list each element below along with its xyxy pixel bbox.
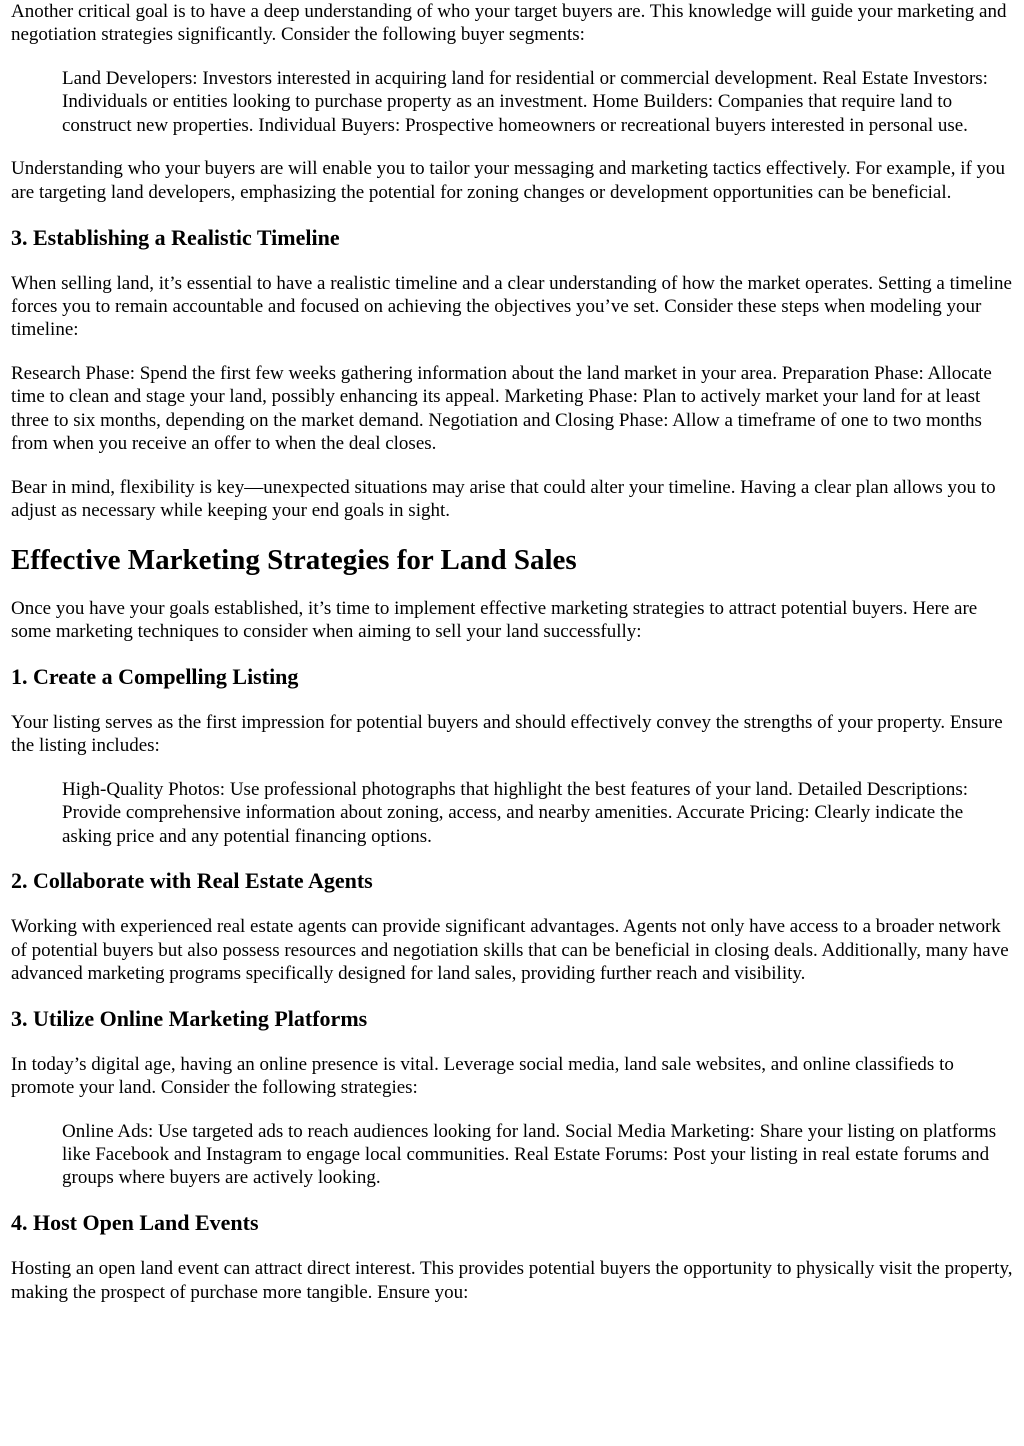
agents-heading: 2. Collaborate with Real Estate Agents — [11, 868, 373, 894]
timeline-heading: 3. Establishing a Realistic Timeline — [11, 224, 340, 250]
online-paragraph: In today’s digital age, having an online presence is vital. Leverage social media, land sale websites, and online classifieds to promote your land. Consider the following strategies: — [11, 1053, 954, 1099]
listing-quote: High-Quality Photos: Use professional photographs that highlight the best features of your land. Detailed Descriptions: Provide comprehensive information about zoning, access, and nearby amenities. Accurate Pricing: Clearly indicate the asking price and any potential financing options. — [62, 778, 969, 847]
timeline-intro-paragraph: When selling land, it’s essential to have a realistic timeline and a clear understanding of how the market operates. Setting a timeline forces you to remain accountable and focused on achieving the objectives you’ve set. Consider these steps when modeling your timeline: — [11, 272, 1012, 341]
listing-paragraph: Your listing serves as the first impression for potential buyers and should effectively convey the strengths of your property. Ensure the listing includes: — [11, 711, 1003, 757]
buyer-segments-quote: Land Developers: Investors interested in acquiring land for residential or commercial development. Real Estate Investors: Individuals or entities looking to purchase property as an investment. Home Builders: Companies that require land to construct new properties. Individual Buyers: Prospective homeowners or recreational buyers interested in personal use. — [62, 68, 988, 136]
agents-paragraph: Working with experienced real estate agents can provide significant advantages. Agents not only have access to a broader network of potential buyers but also possess resources and negotiation skills that can be beneficial in closing deals. Additionally, many have advanced marketing programs specifically designed for land sales, providing further reach and visibility. — [11, 916, 1009, 984]
timeline-phases-paragraph: Research Phase: Spend the first few weeks gathering information about the land market in your area. Preparation Phase: Allocate time to clean and stage your land, possibly enhancing its appeal. Marketing Phase: Plan to actively market your land for at least three to six months, depending on the market demand. Negotiation and Closing Phase: Allow a timeframe of one to two months from when you receive an offer to when the deal closes. — [11, 362, 992, 454]
events-paragraph: Hosting an open land event can attract direct interest. This provides potential buyers the opportunity to physically visit the property, making the prospect of purchase more tangible. Ensure you: — [11, 1258, 1013, 1303]
marketing-intro-paragraph: Once you have your goals established, it’s time to implement effective marketing strategies to attract potential buyers. Here are some marketing techniques to consider when aiming to sell your land successfully: — [11, 597, 978, 643]
online-quote: Online Ads: Use targeted ads to reach audiences looking for land. Social Media Marketing: Share your listing on platforms like Facebook and Instagram to engage local communities. Real Estate Forums: Post your listing in real estate forums and groups where buyers are actively looking. — [62, 1120, 997, 1189]
buyers-tailoring-paragraph: Understanding who your buyers are will enable you to tailor your messaging and marketing tactics effectively. For example, if you are targeting land developers, emphasizing the potential for zoning changes or development opportunities can be beneficial. — [11, 158, 1006, 203]
intro-paragraph: Another critical goal is to have a deep understanding of who your target buyers are. This knowledge will guide your marketing and negotiation strategies significantly. Consider the following buyer segments: — [11, 1, 1007, 46]
timeline-flexibility-paragraph: Bear in mind, flexibility is key—unexpected situations may arise that could alter your timeline. Having a clear plan allows you to adjust as necessary while keeping your end goals in sight. — [11, 476, 996, 521]
events-heading: 4. Host Open Land Events — [11, 1210, 259, 1236]
online-heading: 3. Utilize Online Marketing Platforms — [11, 1005, 368, 1031]
marketing-section-heading: Effective Marketing Strategies for Land Sales — [11, 543, 577, 576]
listing-heading: 1. Create a Compelling Listing — [11, 663, 299, 689]
